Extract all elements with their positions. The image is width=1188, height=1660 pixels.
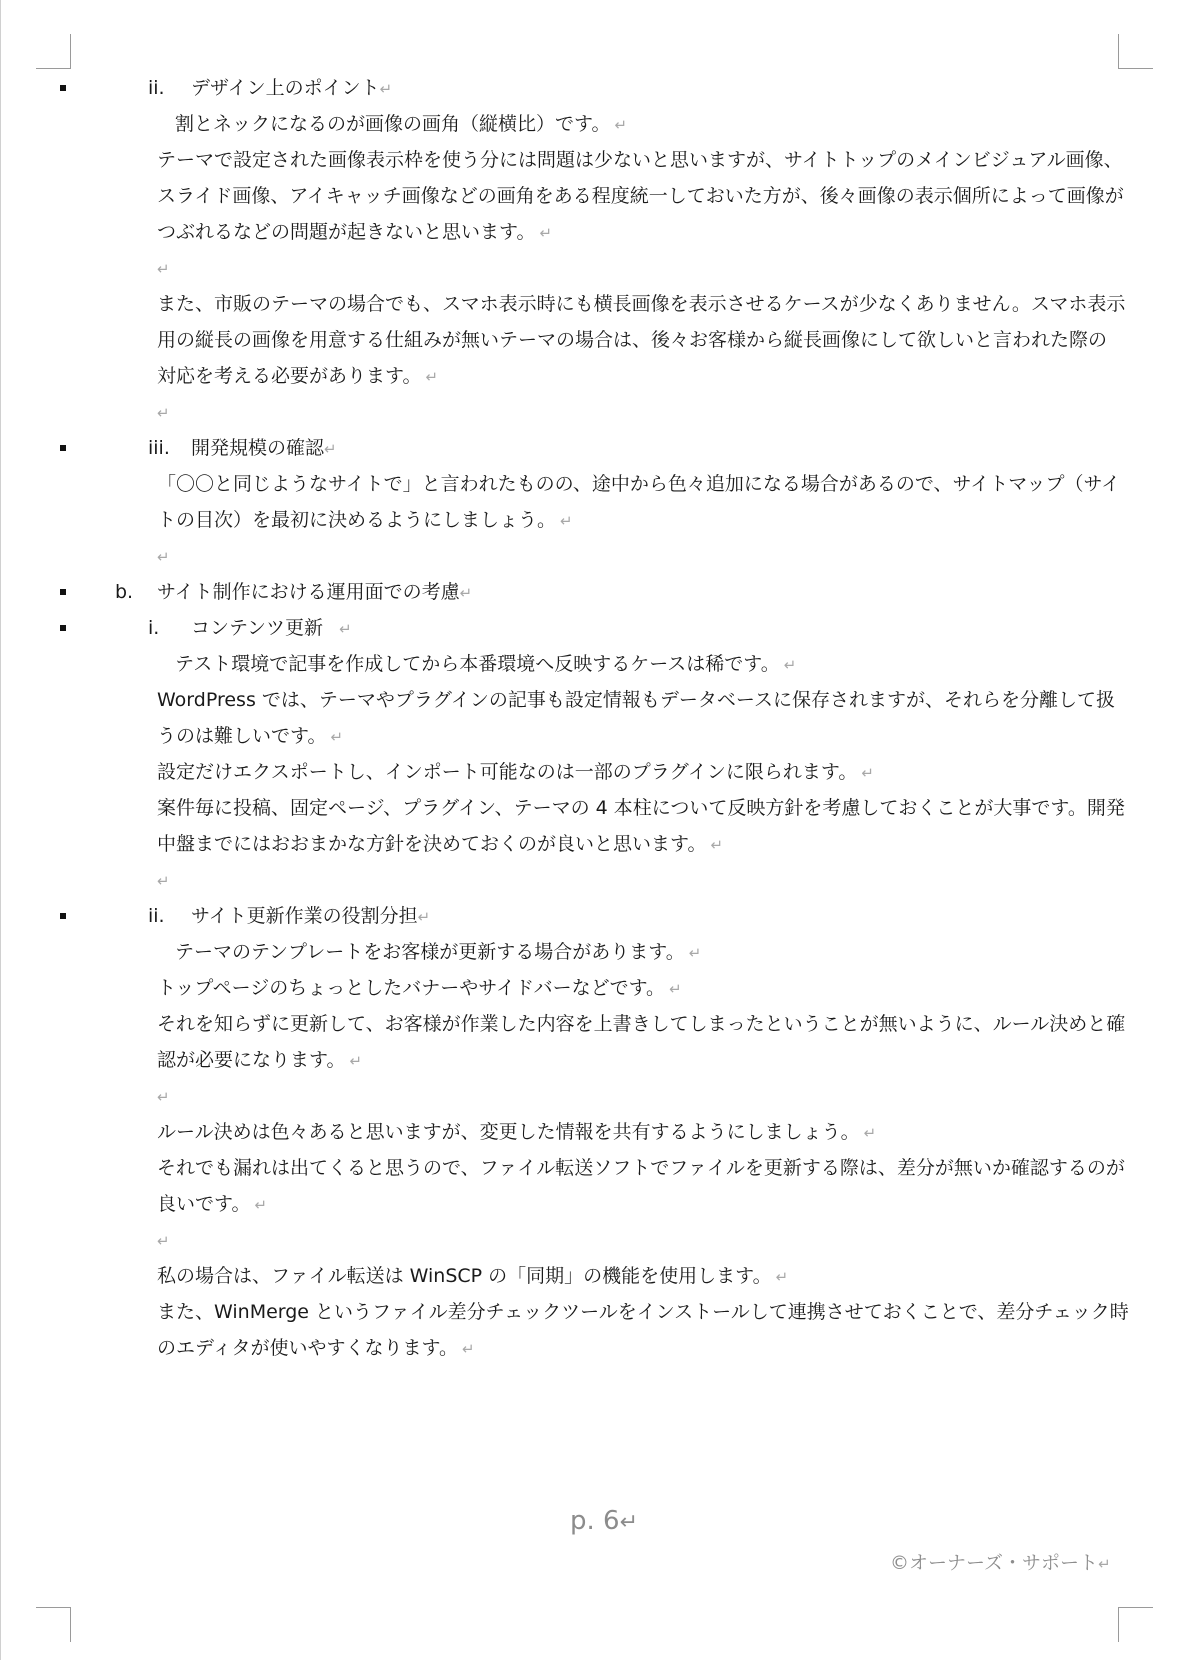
paragraph-mark-icon: ↵ [688, 944, 702, 962]
paragraph-text: 案件毎に投稿、固定ページ、プラグイン、テーマの 4 本柱について反映方針を考慮しておくことが大事です。開発 [157, 797, 1125, 819]
heading-text: サイト更新作業の役割分担 [191, 905, 418, 927]
paragraph-mark-icon: ↵ [417, 908, 431, 926]
paragraph-text-wrap [157, 1258, 788, 1295]
paragraph-mark-icon: ↵ [330, 728, 344, 746]
paragraph-line [0, 106, 1188, 142]
paragraph-text: 認が必要になります。 [157, 1049, 346, 1071]
paragraph-line [0, 1006, 1188, 1042]
paragraph-mark-icon: ↵ [379, 80, 393, 98]
list-number: i. [148, 617, 160, 639]
paragraph-text-wrap [157, 1222, 170, 1259]
paragraph-line [0, 862, 1188, 898]
paragraph-text: テーマで設定された画像表示枠を使う分には問題は少ないと思いますが、サイトトップのメインビジュアル画像、 [157, 149, 1123, 171]
list-number: ii. [148, 905, 165, 927]
page-number-text: p. 6 [570, 1506, 620, 1536]
heading-text-wrap [157, 574, 472, 611]
paragraph-text: また、WinMerge というファイル差分チェックツールをインストールして連携させておくことで、差分チェック時 [157, 1301, 1129, 1323]
paragraph-text-wrap [157, 1006, 1125, 1042]
paragraph-line [0, 1330, 1188, 1366]
heading-text-wrap [191, 610, 352, 647]
crop-mark-top-right [1118, 34, 1153, 69]
paragraph-text: テスト環境で記事を作成してから本番環境へ反映するケースは稀です。 [175, 653, 780, 675]
paragraph-mark-icon: ↵ [783, 656, 797, 674]
paragraph-mark-icon: ↵ [863, 1124, 877, 1142]
paragraph-line [0, 1186, 1188, 1222]
paragraph-line [0, 466, 1188, 502]
paragraph-mark-icon: ↵ [349, 1052, 363, 1070]
list-bullet-icon [60, 913, 66, 919]
paragraph-line [0, 322, 1188, 358]
paragraph-text: トの目次）を最初に決めるようにしましょう。 [157, 509, 557, 531]
list-bullet-icon [60, 445, 66, 451]
list-bullet-icon [60, 625, 66, 631]
paragraph-text: また、市販のテーマの場合でも、スマホ表示時にも横長画像を表示させるケースが少なくありません。スマホ表示 [157, 293, 1126, 315]
paragraph-line [0, 826, 1188, 862]
paragraph-mark-icon: ↵ [157, 404, 170, 422]
paragraph-text-wrap [157, 754, 874, 791]
paragraph-text: スライド画像、アイキャッチ画像などの画角をある程度統一しておいた方が、後々画像の表示個所によって画像が [157, 185, 1124, 207]
list-bullet-icon [60, 85, 66, 91]
paragraph-mark-icon: ↵ [669, 980, 682, 998]
paragraph-text: 良いです。 [157, 1193, 251, 1215]
paragraph-text-wrap [157, 862, 170, 899]
copyright-text: ©オーナーズ・サポート [890, 1552, 1099, 1574]
paragraph-text: それを知らずに更新して、お客様が作業した内容を上書きしてしまったということが無いように、ルール決めと確 [157, 1013, 1126, 1035]
paragraph-text-wrap [157, 394, 170, 431]
paragraph-text-wrap [157, 142, 1123, 178]
paragraph-mark-icon: ↵ [157, 1088, 170, 1106]
list-heading [0, 70, 1188, 106]
paragraph-line [0, 358, 1188, 394]
paragraph-line [0, 934, 1188, 970]
list-heading [0, 430, 1188, 466]
paragraph-line [0, 1258, 1188, 1294]
paragraph-text: 割とネックになるのが画像の画角（縦横比）です。 [175, 113, 611, 135]
paragraph-line [0, 682, 1188, 718]
paragraph-mark-icon: ↵ [539, 224, 553, 242]
copyright-footer [890, 1548, 1111, 1575]
paragraph-mark-icon: ↵ [1098, 1555, 1111, 1573]
list-heading [0, 610, 1188, 646]
paragraph-text-wrap [175, 106, 627, 143]
paragraph-text: のエディタが使いやすくなります。 [157, 1337, 458, 1359]
heading-text: デザイン上のポイント [191, 77, 380, 99]
paragraph-text-wrap [157, 250, 170, 287]
heading-text: サイト制作における運用面での考慮 [157, 581, 460, 603]
paragraph-text-wrap [157, 1330, 475, 1367]
paragraph-line [0, 286, 1188, 322]
list-heading [0, 574, 1188, 610]
heading-text-wrap [191, 898, 430, 935]
paragraph-text-wrap [157, 538, 170, 575]
paragraph-line [0, 1078, 1188, 1114]
paragraph-mark-icon: ↵ [425, 368, 439, 386]
paragraph-text-wrap [157, 682, 1115, 718]
paragraph-text: 中盤までにはおおまかな方針を決めておくのが良いと思います。 [157, 833, 707, 855]
paragraph-mark-icon: ↵ [775, 1268, 789, 1286]
paragraph-line [0, 970, 1188, 1006]
list-number: iii. [148, 437, 170, 459]
paragraph-text-wrap [157, 466, 1120, 502]
paragraph-text-wrap [175, 934, 701, 971]
paragraph-line [0, 718, 1188, 754]
paragraph-text: 用の縦長の画像を用意する仕組みが無いテーマの場合は、後々お客様から縦長画像にして欲しいと言われた際の [157, 329, 1108, 351]
page-number [570, 1506, 638, 1536]
paragraph-text: トップページのちょっとしたバナーやサイドバーなどです。 [157, 977, 666, 999]
paragraph-line [0, 1222, 1188, 1258]
paragraph-text-wrap [175, 646, 796, 683]
paragraph-text-wrap [157, 1150, 1125, 1186]
paragraph-text: テーマのテンプレートをお客様が更新する場合があります。 [175, 941, 685, 963]
paragraph-text-wrap [157, 1114, 876, 1151]
paragraph-text-wrap [157, 178, 1124, 214]
crop-mark-top-left [36, 34, 71, 69]
paragraph-text: WordPress では、テーマやプラグインの記事も設定情報もデータベースに保存されますが、それらを分離して扱 [157, 689, 1115, 711]
paragraph-mark-icon: ↵ [614, 116, 628, 134]
paragraph-line [0, 178, 1188, 214]
list-number: b. [115, 581, 134, 603]
paragraph-text-wrap [157, 1294, 1129, 1330]
list-heading [0, 898, 1188, 934]
paragraph-text: 私の場合は、ファイル転送は WinSCP の「同期」の機能を使用します。 [157, 1265, 772, 1287]
paragraph-line [0, 1150, 1188, 1186]
crop-mark-bottom-right [1118, 1607, 1153, 1642]
paragraph-text-wrap [157, 718, 343, 755]
paragraph-line [0, 754, 1188, 790]
heading-text: 開発規模の確認 [191, 437, 325, 459]
paragraph-line [0, 1114, 1188, 1150]
paragraph-text-wrap [157, 358, 438, 395]
paragraph-text-wrap [157, 502, 573, 539]
paragraph-mark-icon: ↵ [861, 764, 874, 782]
paragraph-line [0, 394, 1188, 430]
paragraph-mark-icon: ↵ [459, 584, 473, 602]
paragraph-line [0, 646, 1188, 682]
paragraph-text-wrap [157, 1078, 170, 1115]
paragraph-mark-icon: ↵ [339, 620, 352, 638]
paragraph-mark-icon: ↵ [254, 1196, 268, 1214]
heading-text-wrap [191, 70, 392, 107]
paragraph-text-wrap [157, 1186, 267, 1223]
heading-text: コンテンツ更新 [191, 617, 324, 639]
paragraph-text-wrap [157, 322, 1107, 358]
paragraph-mark-icon: ↵ [157, 548, 170, 566]
paragraph-mark-icon: ↵ [157, 260, 170, 278]
paragraph-mark-icon: ↵ [324, 440, 337, 458]
paragraph-text: つぶれるなどの問題が起きないと思います。 [157, 221, 536, 243]
paragraph-text-wrap [157, 970, 682, 1007]
paragraph-line [0, 538, 1188, 574]
paragraph-mark-icon: ↵ [619, 1510, 639, 1535]
paragraph-text-wrap [157, 1042, 362, 1079]
paragraph-text: ルール決めは色々あると思いますが、変更した情報を共有するようにしましょう。 [157, 1121, 860, 1143]
list-bullet-icon [60, 589, 66, 595]
paragraph-line [0, 1294, 1188, 1330]
document-body [0, 70, 1188, 1366]
paragraph-mark-icon: ↵ [157, 872, 170, 890]
paragraph-line [0, 214, 1188, 250]
paragraph-text: 対応を考える必要があります。 [157, 365, 422, 387]
paragraph-text: 設定だけエクスポートし、インポート可能なのは一部のプラグインに限られます。 [157, 761, 858, 783]
paragraph-text-wrap [157, 826, 723, 863]
paragraph-line [0, 502, 1188, 538]
heading-text-wrap [191, 430, 337, 467]
paragraph-line [0, 142, 1188, 178]
paragraph-text: それでも漏れは出てくると思うので、ファイル転送ソフトでファイルを更新する際は、差分が無いか確認するのが [157, 1157, 1125, 1179]
paragraph-mark-icon: ↵ [710, 836, 724, 854]
list-number: ii. [148, 77, 165, 99]
paragraph-line [0, 790, 1188, 826]
paragraph-mark-icon: ↵ [461, 1340, 475, 1358]
paragraph-mark-icon: ↵ [157, 1232, 170, 1250]
crop-mark-bottom-left [36, 1607, 71, 1642]
paragraph-text: うのは難しいです。 [157, 725, 327, 747]
paragraph-line [0, 1042, 1188, 1078]
paragraph-text-wrap [157, 214, 552, 251]
paragraph-text-wrap [157, 286, 1125, 322]
paragraph-text-wrap [157, 790, 1125, 826]
paragraph-text: 「〇〇と同じようなサイトで」と言われたものの、途中から色々追加になる場合があるので、サイトマップ（サイ [157, 473, 1121, 495]
paragraph-mark-icon: ↵ [560, 512, 573, 530]
paragraph-line [0, 250, 1188, 286]
